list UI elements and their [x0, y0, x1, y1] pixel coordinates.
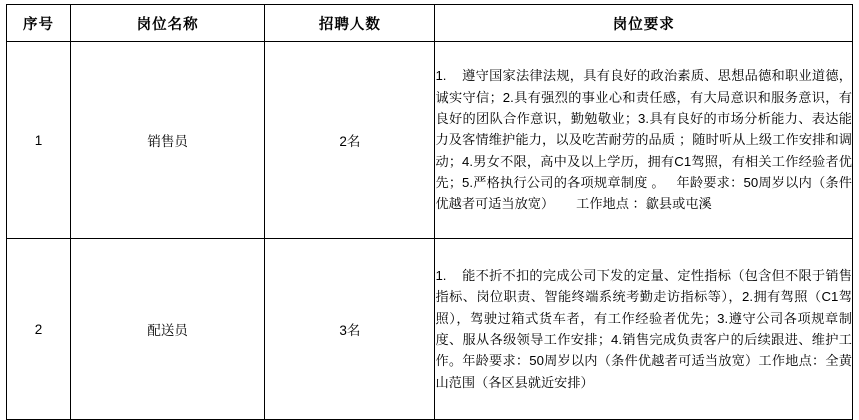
cell-requirements	[435, 239, 853, 420]
table-row	[7, 42, 853, 239]
cell-headcount: 3名	[265, 239, 435, 420]
cell-position-name: 配送员	[71, 239, 265, 420]
table-row	[7, 239, 853, 420]
cell-requirements	[435, 42, 853, 239]
table-body	[7, 42, 853, 420]
table-header	[7, 5, 853, 42]
cell-index: 2	[7, 239, 71, 420]
column-header-headcount: 招聘人数	[265, 5, 435, 42]
table-header-row	[7, 5, 853, 42]
requirements-text: 1. 能不折不扣的完成公司下发的定量、定性指标（包含但不限于销售指标、岗位职责、智能终端系统考勤走访指标等），2.拥有驾照（C1驾照），驾驶过箱式货车者，有工作经验者优先；3.遵守公司各项规章制度、服从各级领导工作安排；4.销售完成负责客户的后续跟进、维护工作。年龄要求：50周岁以内（条件优越者可适当放宽）工作地点：全黄山范围（各区县就近安排）	[435, 267, 852, 390]
cell-position-name: 销售员	[71, 42, 265, 239]
recruitment-table	[6, 4, 853, 420]
column-header-position-name: 岗位名称	[71, 5, 265, 42]
cell-index: 1	[7, 42, 71, 239]
column-header-requirements: 岗位要求	[435, 5, 853, 42]
cell-headcount: 2名	[265, 42, 435, 239]
column-header-index: 序号	[7, 5, 71, 42]
requirements-text: 1. 遵守国家法律法规，具有良好的政治素质、思想品德和职业道德，诚实守信；2.具有强烈的事业心和责任感，有大局意识和服务意识，有良好的团队合作意识，勤勉敬业；3.具有良好的市场分析能力、表达能力及客情维护能力，以及吃苦耐劳的品质 ；随时听从上级工作安排和调动；4.男女不限，高中及以上学历，拥有C1驾照，有相关工作经验者优先；5.严格执行公司的各项规章制度 。 年龄要求：50周岁以内（条件优越者可适当放宽） 工作地点 ：歙县或屯溪	[435, 68, 852, 212]
